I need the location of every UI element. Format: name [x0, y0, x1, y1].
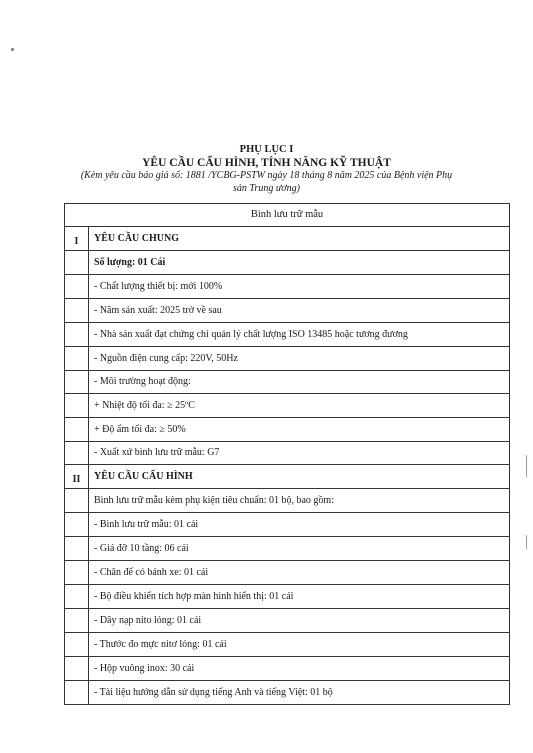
table-row: [65, 512, 509, 536]
section-row: [65, 226, 509, 250]
table-row: [65, 656, 509, 680]
scan-edge-mark: [526, 455, 527, 477]
section-row: [65, 464, 509, 488]
index-cell: [65, 489, 89, 512]
table-cell: - Nhà sản xuất đạt chứng chỉ quản lý chất lượng ISO 13485 hoặc tương đương: [94, 328, 408, 340]
scan-edge-mark: [526, 535, 527, 549]
index-cell: [65, 371, 89, 393]
appendix-reference: [0, 170, 533, 195]
table-cell: - Giá đỡ 10 tầng: 06 cái: [94, 542, 189, 554]
index-cell: [65, 394, 89, 417]
table-row: [65, 536, 509, 560]
index-cell: [65, 609, 89, 632]
document-header: [0, 143, 533, 195]
table-row: [65, 417, 509, 441]
section-index: II: [65, 465, 89, 488]
index-cell: [65, 537, 89, 560]
table-cell: - Chân đế có bánh xe: 01 cái: [94, 566, 209, 578]
index-cell: [65, 347, 89, 370]
requirements-table: [64, 203, 510, 705]
table-row: [65, 608, 509, 632]
table-cell: - Nguồn điện cung cấp: 220V, 50Hz: [94, 352, 238, 364]
table-row: [65, 370, 509, 393]
index-cell: [65, 657, 89, 680]
index-cell: [65, 513, 89, 536]
table-row: [65, 393, 509, 417]
index-cell: [65, 585, 89, 608]
table-row: [65, 274, 509, 298]
table-title: Bình lưu trữ mẫu: [250, 209, 324, 220]
index-cell: [65, 275, 89, 298]
index-cell: [65, 299, 89, 322]
table-cell: - Xuất xứ bình lưu trữ mẫu: G7: [94, 447, 220, 458]
table-cell: - Bình lưu trữ mẫu: 01 cái: [94, 518, 199, 530]
section-index: I: [65, 227, 89, 250]
table-cell: - Chất lượng thiết bị: mới 100%: [94, 280, 223, 292]
table-row: [65, 441, 509, 464]
table-cell: Bình lưu trữ mẫu kèm phụ kiện tiêu chuẩn: 01 bộ, bao gồm:: [94, 494, 334, 506]
margin-dot: [11, 48, 14, 51]
table-row: [65, 346, 509, 370]
index-cell: [65, 561, 89, 584]
table-cell: + Nhiệt độ tối đa: ≥ 25ºC: [94, 399, 195, 411]
quantity-cell: Số lượng: 01 Cái: [94, 256, 166, 268]
table-cell: - Năm sản xuất: 2025 trở về sau: [94, 304, 222, 316]
table-cell: - Bộ điều khiển tích hợp màn hình hiển thị: 01 cái: [94, 590, 294, 602]
table-cell: - Thước đo mực nitơ lỏng: 01 cái: [94, 638, 227, 650]
section-heading: YÊU CẦU CHUNG: [94, 232, 179, 244]
table-cell: - Dây nạp nito lỏng: 01 cái: [94, 614, 202, 626]
table-cell: - Tài liệu hướng dẫn sử dụng tiếng Anh và tiếng Việt: 01 bộ: [94, 686, 333, 698]
table-row: [65, 250, 509, 274]
table-row: [65, 560, 509, 584]
index-cell: [65, 681, 89, 704]
table-row: [65, 584, 509, 608]
index-cell: [65, 323, 89, 346]
appendix-number: PHỤ LỤC I: [239, 144, 294, 155]
appendix-title: YÊU CẦU CẤU HÌNH, TÍNH NĂNG KỸ THUẬT: [142, 157, 391, 169]
table-row: [65, 488, 509, 512]
table-row: [65, 322, 509, 346]
table-row: [65, 632, 509, 656]
reference-line-2: sản Trung ương): [233, 182, 300, 194]
table-row: [65, 680, 509, 704]
table-cell: - Hộp vuông inox: 30 cái: [94, 662, 195, 674]
index-cell: [65, 251, 89, 274]
section-heading: YÊU CẦU CẤU HÌNH: [94, 470, 193, 482]
reference-line-1: (Kèm yêu cầu báo giá số: 1881 /YCBG-PSTW ngày 18 tháng 8 năm 2025 của Bệnh viện Phụ: [80, 170, 453, 181]
table-cell: - Môi trường hoạt động:: [94, 376, 191, 387]
index-cell: [65, 418, 89, 441]
index-cell: [65, 442, 89, 464]
index-cell: [65, 633, 89, 656]
table-cell: + Độ ẩm tối đa: ≥ 50%: [94, 423, 186, 435]
table-row: [65, 298, 509, 322]
